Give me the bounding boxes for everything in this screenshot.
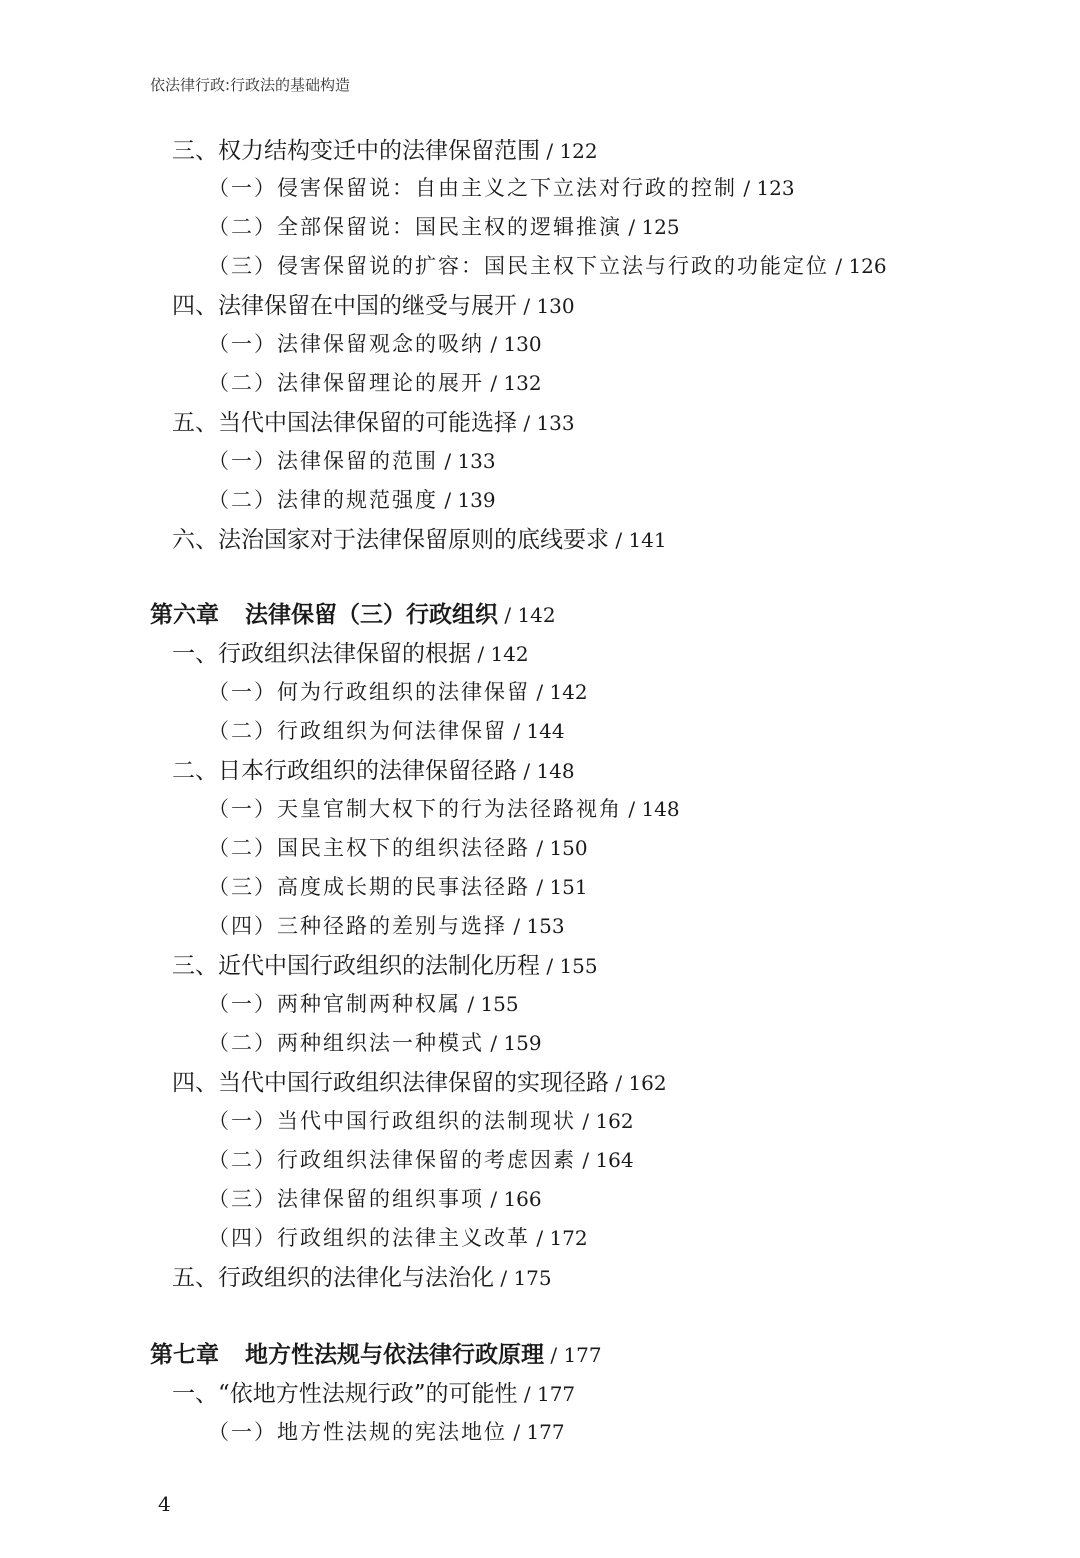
section-entry — [172, 140, 598, 163]
running-head: 依法律行政:行政法的基础构造 — [150, 76, 351, 94]
section-entry — [172, 643, 529, 666]
subsection-entry — [208, 838, 588, 859]
entry-title: （二）法律保留理论的展开 — [208, 371, 484, 395]
entry-page-number: / 126 — [829, 254, 887, 278]
subsection-entry — [208, 217, 680, 238]
entry-title: 一、“依地方性法规行政”的可能性 — [172, 1381, 518, 1407]
entry-page-number: / 172 — [530, 1226, 588, 1250]
entry-title: （三）侵害保留说的扩容：国民主权下立法与行政的功能定位 — [208, 254, 829, 278]
entry-page-number: / 133 — [517, 411, 575, 435]
entry-page-number: / 153 — [507, 914, 565, 938]
entry-title: （二）全部保留说：国民主权的逻辑推演 — [208, 215, 622, 239]
entry-title: （一）两种官制两种权属 — [208, 992, 461, 1016]
entry-page-number: / 177 — [517, 1382, 576, 1406]
subsection-entry — [208, 490, 496, 511]
entry-page-number: / 122 — [540, 139, 598, 163]
subsection-entry — [208, 178, 795, 199]
chapter-heading — [150, 604, 556, 627]
entry-page-number: / 130 — [517, 294, 575, 318]
entry-title: （一）当代中国行政组织的法制现状 — [208, 1109, 576, 1133]
subsection-entry — [208, 799, 680, 820]
section-entry — [172, 1383, 575, 1406]
entry-page-number: / 148 — [517, 759, 575, 783]
section-entry — [172, 295, 575, 318]
subsection-entry — [208, 1111, 634, 1132]
entry-title: 三、近代中国行政组织的法制化历程 — [172, 953, 540, 979]
entry-title: 四、当代中国行政组织法律保留的实现径路 — [172, 1070, 609, 1096]
section-entry — [172, 1267, 552, 1290]
entry-page-number: / 162 — [576, 1109, 634, 1133]
entry-page-number: / 133 — [438, 449, 496, 473]
subsection-entry — [208, 1422, 565, 1443]
entry-title: 四、法律保留在中国的继受与展开 — [172, 293, 517, 319]
entry-title: 二、日本行政组织的法律保留径路 — [172, 758, 517, 784]
entry-title: （一）地方性法规的宪法地位 — [208, 1420, 507, 1444]
entry-title: （四）行政组织的法律主义改革 — [208, 1226, 530, 1250]
entry-title: 一、行政组织法律保留的根据 — [172, 641, 471, 667]
entry-page-number: / 132 — [484, 371, 542, 395]
entry-page-number: / 151 — [530, 875, 588, 899]
entry-page-number: / 141 — [609, 528, 667, 552]
subsection-entry — [208, 1228, 588, 1249]
entry-page-number: / 142 — [498, 603, 556, 627]
entry-title: 五、行政组织的法律化与法治化 — [172, 1265, 494, 1291]
subsection-entry — [208, 256, 887, 277]
entry-page-number: / 142 — [471, 642, 529, 666]
entry-title: （二）行政组织为何法律保留 — [208, 719, 507, 743]
entry-page-number: / 155 — [540, 954, 598, 978]
chapter-label: 第六章 — [150, 602, 219, 628]
subsection-entry — [208, 451, 496, 472]
entry-page-number: / 164 — [576, 1148, 634, 1172]
entry-page-number: / 125 — [622, 215, 680, 239]
section-entry — [172, 529, 667, 552]
entry-page-number: / 177 — [544, 1343, 602, 1367]
entry-page-number: / 177 — [507, 1420, 565, 1444]
subsection-entry — [208, 1150, 634, 1171]
chapter-label: 第七章 — [150, 1342, 219, 1368]
entry-title: （四）三种径路的差别与选择 — [208, 914, 507, 938]
entry-page-number: / 155 — [461, 992, 519, 1016]
subsection-entry — [208, 877, 588, 898]
page-number: 4 — [158, 1492, 171, 1516]
entry-title: （二）两种组织法一种模式 — [208, 1031, 484, 1055]
entry-title: （一）法律保留的范围 — [208, 449, 438, 473]
entry-title: 五、当代中国法律保留的可能选择 — [172, 410, 517, 436]
subsection-entry — [208, 373, 542, 394]
entry-page-number: / 130 — [484, 332, 542, 356]
entry-page-number: / 144 — [507, 719, 565, 743]
entry-page-number: / 142 — [530, 680, 588, 704]
subsection-entry — [208, 1189, 542, 1210]
chapter-heading — [150, 1344, 602, 1367]
entry-title: （三）法律保留的组织事项 — [208, 1187, 484, 1211]
subsection-entry — [208, 721, 565, 742]
subsection-entry — [208, 994, 519, 1015]
entry-page-number: / 159 — [484, 1031, 542, 1055]
entry-title: 六、法治国家对于法律保留原则的底线要求 — [172, 527, 609, 553]
entry-title: 法律保留（三）行政组织 — [245, 602, 498, 628]
section-entry — [172, 760, 575, 783]
entry-page-number: / 175 — [494, 1266, 552, 1290]
section-entry — [172, 955, 598, 978]
entry-title: （一）法律保留观念的吸纳 — [208, 332, 484, 356]
entry-page-number: / 139 — [438, 488, 496, 512]
subsection-entry — [208, 1033, 542, 1054]
section-entry — [172, 1072, 667, 1095]
subsection-entry — [208, 334, 542, 355]
entry-title: （一）天皇官制大权下的行为法径路视角 — [208, 797, 622, 821]
entry-title: （一）侵害保留说：自由主义之下立法对行政的控制 — [208, 176, 737, 200]
entry-page-number: / 150 — [530, 836, 588, 860]
section-entry — [172, 412, 575, 435]
subsection-entry — [208, 682, 588, 703]
entry-title: 三、权力结构变迁中的法律保留范围 — [172, 138, 540, 164]
entry-page-number: / 123 — [737, 176, 795, 200]
entry-title: （二）法律的规范强度 — [208, 488, 438, 512]
entry-page-number: / 162 — [609, 1071, 667, 1095]
entry-title: （一）何为行政组织的法律保留 — [208, 680, 530, 704]
entry-title: （二）国民主权下的组织法径路 — [208, 836, 530, 860]
subsection-entry — [208, 916, 565, 937]
entry-page-number: / 166 — [484, 1187, 542, 1211]
entry-page-number: / 148 — [622, 797, 680, 821]
entry-title: 地方性法规与依法律行政原理 — [245, 1342, 544, 1368]
entry-title: （三）高度成长期的民事法径路 — [208, 875, 530, 899]
entry-title: （二）行政组织法律保留的考虑因素 — [208, 1148, 576, 1172]
